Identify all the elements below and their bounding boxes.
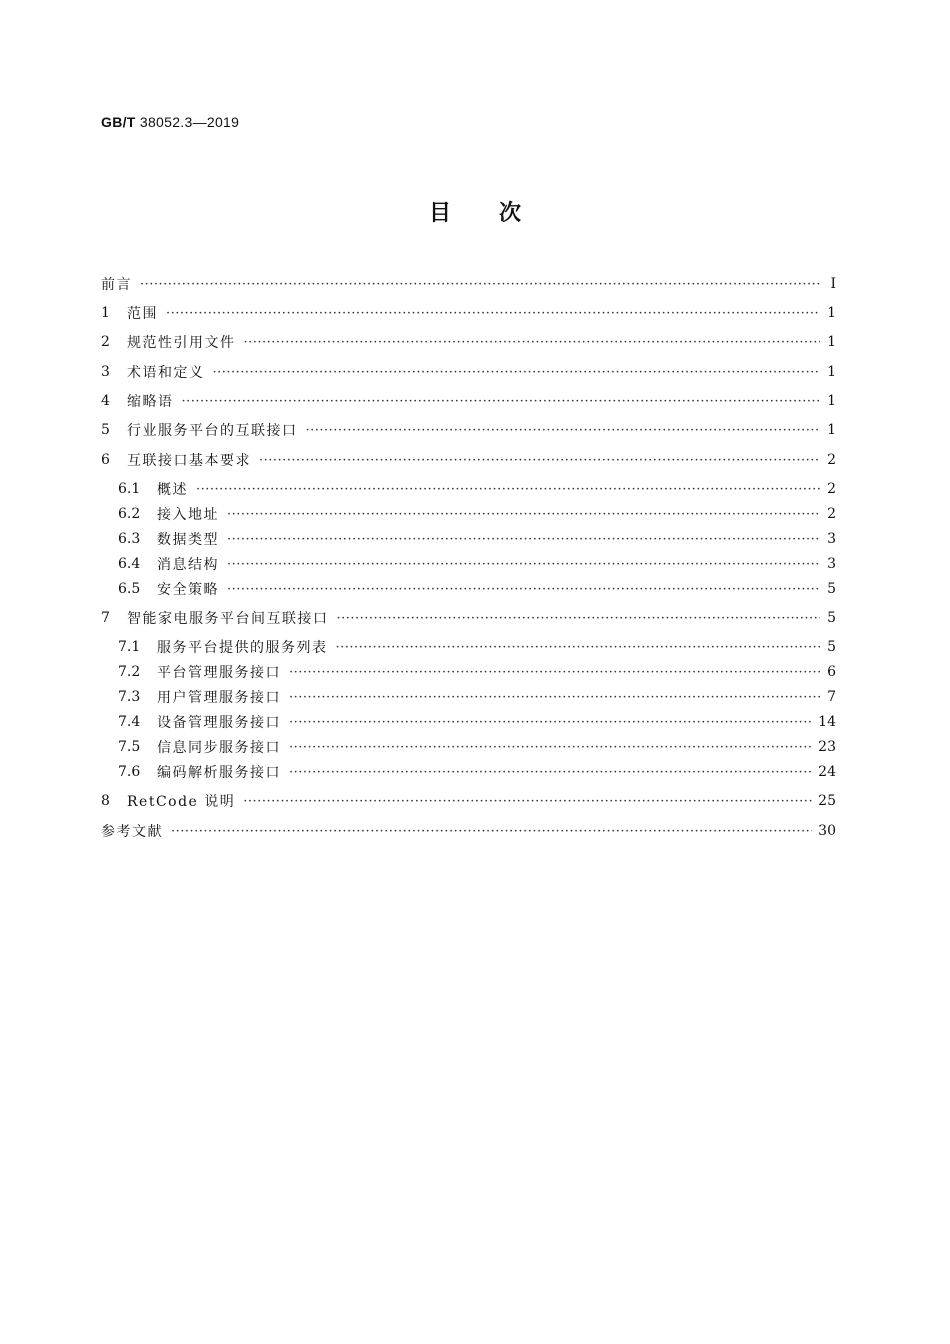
toc-number: 7.3 xyxy=(118,689,141,705)
toc-number: 7 xyxy=(101,610,110,626)
toc-leader xyxy=(213,365,821,380)
toc-number: 4 xyxy=(101,393,110,409)
toc-label: 智能家电服务平台间互联接口 xyxy=(127,611,329,627)
toc-leader xyxy=(289,690,820,705)
toc-leader xyxy=(289,665,820,680)
toc-page: 2 xyxy=(827,506,836,522)
toc-page: 24 xyxy=(818,764,836,780)
toc-entry-6-5[interactable] xyxy=(118,577,836,601)
toc-page: 1 xyxy=(827,364,836,380)
toc-label: 行业服务平台的互联接口 xyxy=(127,423,298,439)
toc-entry-foreword[interactable] xyxy=(101,272,836,296)
toc-leader xyxy=(227,507,820,522)
toc-label: 接入地址 xyxy=(157,507,219,523)
toc-number: 7.1 xyxy=(118,639,141,655)
page-title: 目次 xyxy=(428,201,569,226)
toc-entry-6-2[interactable] xyxy=(118,502,836,526)
toc-entry-8[interactable] xyxy=(101,789,836,813)
toc-number: 6.4 xyxy=(118,556,141,572)
toc-page: 3 xyxy=(827,531,836,547)
toc-label: 前言 xyxy=(101,277,132,293)
toc-page: 1 xyxy=(827,422,836,438)
toc-page: 7 xyxy=(827,689,836,705)
toc-label: 术语和定义 xyxy=(127,365,205,381)
toc-number: 7.2 xyxy=(118,664,141,680)
toc-entry-6-3[interactable] xyxy=(118,527,836,551)
standard-number: 38052.3—2019 xyxy=(139,114,240,130)
toc-number: 6.3 xyxy=(118,531,141,547)
toc-label: 平台管理服务接口 xyxy=(157,665,281,681)
toc-leader xyxy=(227,557,820,572)
toc-entry-3[interactable] xyxy=(101,360,836,384)
toc-page: 14 xyxy=(818,714,836,730)
toc-leader xyxy=(140,277,820,292)
toc-number: 6.2 xyxy=(118,506,141,522)
toc-leader xyxy=(182,394,821,409)
toc-number: 5 xyxy=(101,422,110,438)
toc-page: 5 xyxy=(827,610,836,626)
toc-entry-4[interactable] xyxy=(101,389,836,413)
toc-label: 概述 xyxy=(157,482,188,498)
toc-entry-references[interactable] xyxy=(101,819,836,843)
toc-page: 3 xyxy=(827,556,836,572)
toc-leader xyxy=(171,824,812,839)
toc-number: 6.1 xyxy=(118,481,141,497)
toc-label: 参考文献 xyxy=(101,824,163,840)
toc-entry-7[interactable] xyxy=(101,606,836,630)
toc-leader xyxy=(259,453,820,468)
toc-page: Ⅰ xyxy=(830,276,836,292)
toc-leader xyxy=(289,715,812,730)
toc-page: 2 xyxy=(827,452,836,468)
toc-label: 安全策略 xyxy=(157,582,219,598)
toc-entry-6-1[interactable] xyxy=(118,477,836,501)
toc-entry-7-5[interactable] xyxy=(118,735,836,759)
toc-page: 1 xyxy=(827,393,836,409)
standard-code xyxy=(101,114,239,130)
toc-leader xyxy=(227,582,820,597)
toc-label: 服务平台提供的服务列表 xyxy=(157,640,328,656)
toc-label: 数据类型 xyxy=(157,532,219,548)
standard-prefix: GB/T xyxy=(101,114,136,130)
toc-leader xyxy=(337,611,821,626)
toc-page: 25 xyxy=(818,793,836,809)
toc-entry-7-1[interactable] xyxy=(118,635,836,659)
toc-entry-7-3[interactable] xyxy=(118,685,836,709)
toc-number: 6 xyxy=(101,452,110,468)
toc-entry-2[interactable] xyxy=(101,330,836,354)
toc-label: 消息结构 xyxy=(157,557,219,573)
toc-label: 设备管理服务接口 xyxy=(157,715,281,731)
toc-leader xyxy=(166,306,820,321)
toc-label: 范围 xyxy=(127,306,158,322)
toc-number: 1 xyxy=(101,305,110,321)
toc-label: 规范性引用文件 xyxy=(127,335,236,351)
toc-entry-7-4[interactable] xyxy=(118,710,836,734)
toc-leader xyxy=(243,794,812,809)
toc-leader xyxy=(306,423,821,438)
toc-label: 编码解析服务接口 xyxy=(157,765,281,781)
toc-page: 6 xyxy=(827,664,836,680)
toc-leader xyxy=(196,482,820,497)
toc-number: 7.4 xyxy=(118,714,141,730)
toc-number: 7.6 xyxy=(118,764,141,780)
toc-entry-7-6[interactable] xyxy=(118,760,836,784)
toc-entry-5[interactable] xyxy=(101,418,836,442)
toc-entry-6-4[interactable] xyxy=(118,552,836,576)
toc-page: 23 xyxy=(818,739,836,755)
toc-page: 5 xyxy=(827,639,836,655)
toc-label: 信息同步服务接口 xyxy=(157,740,281,756)
toc-page: 1 xyxy=(827,305,836,321)
toc-number: 3 xyxy=(101,364,110,380)
toc-leader xyxy=(336,640,821,655)
toc-label: 用户管理服务接口 xyxy=(157,690,281,706)
toc-page: 5 xyxy=(827,581,836,597)
toc-entry-1[interactable] xyxy=(101,301,836,325)
toc-leader xyxy=(289,765,812,780)
toc-page: 30 xyxy=(818,823,836,839)
toc-leader xyxy=(244,335,821,350)
toc-label: 缩略语 xyxy=(127,394,174,410)
toc-entry-6[interactable] xyxy=(101,448,836,472)
toc-leader xyxy=(289,740,812,755)
toc-leader xyxy=(227,532,820,547)
toc-entry-7-2[interactable] xyxy=(118,660,836,684)
toc-number: 7.5 xyxy=(118,739,141,755)
toc-page: 1 xyxy=(827,334,836,350)
toc-number: 2 xyxy=(101,334,110,350)
toc-number: 6.5 xyxy=(118,581,141,597)
toc-label: 互联接口基本要求 xyxy=(127,453,251,469)
toc-page: 2 xyxy=(827,481,836,497)
toc-label: RetCode 说明 xyxy=(127,794,236,810)
toc-number: 8 xyxy=(101,793,110,809)
